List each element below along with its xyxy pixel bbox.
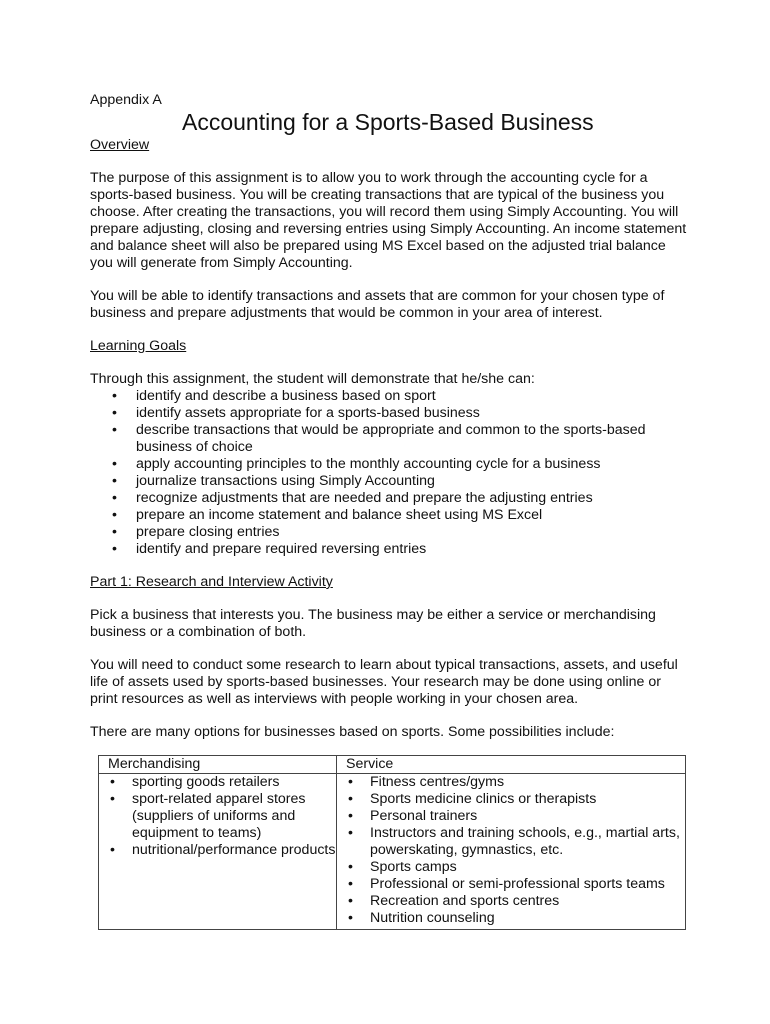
table-header-service: Service: [337, 756, 686, 774]
list-item: • recognize adjustments that are needed and prepare the adjusting entries: [135, 490, 690, 507]
list-item: • Recreation and sports centres: [370, 893, 685, 910]
list-item: • apply accounting principles to the monthly accounting cycle for a business: [135, 456, 690, 473]
learning-goals-intro: Through this assignment, the student will demonstrate that he/she can:: [90, 371, 535, 387]
list-item: • prepare an income statement and balance sheet using MS Excel: [135, 507, 690, 524]
service-list: [346, 774, 685, 927]
list-item: • Sports camps: [370, 859, 685, 876]
list-item: • prepare closing entries: [135, 524, 690, 541]
list-item: • identify and describe a business based on sport: [135, 388, 690, 405]
list-item: • Professional or semi-professional sports teams: [370, 876, 685, 893]
overview-paragraph-2: You will be able to identify transactions and assets that are common for your chosen type of business and prepare adjustments that would be common in your area of interest.: [90, 288, 665, 321]
service-cell: [337, 774, 686, 930]
list-item: • sport-related apparel stores (suppliers of uniforms and equipment to teams): [132, 791, 336, 842]
list-item: • describe transactions that would be appropriate and common to the sports-based business of choice: [135, 422, 690, 456]
document-page: [90, 92, 690, 930]
list-item: • Sports medicine clinics or therapists: [370, 791, 685, 808]
list-item: • sporting goods retailers: [132, 774, 336, 791]
list-item: • Instructors and training schools, e.g., martial arts, powerskating, gymnastics, etc.: [370, 825, 685, 859]
learning-goals-list: [90, 388, 690, 558]
list-item: • identify assets appropriate for a sports-based business: [135, 405, 690, 422]
overview-heading: Overview: [90, 137, 150, 153]
overview-paragraph-1: The purpose of this assignment is to allow you to work through the accounting cycle for a sports-based business. You will be creating transactions that are typical of the business you choose. After creating the transactions, you will record them using Simply Accounting. You will prepare adjusting, closing and reversing entries using Simply Accounting. An income statement and balance sheet will also be prepared using MS Excel based on the adjusted trial balance you will generate from Simply Accounting.: [90, 170, 687, 271]
part1-heading: Part 1: Research and Interview Activity: [90, 574, 333, 590]
learning-goals-heading: Learning Goals: [90, 338, 187, 354]
part1-paragraph-1: Pick a business that interests you. The business may be either a service or merchandising business or a combination of both.: [90, 607, 656, 640]
merchandising-cell: [99, 774, 337, 930]
table-header-merchandising: Merchandising: [99, 756, 337, 774]
merchandising-list: [108, 774, 336, 859]
list-item: • Personal trainers: [370, 808, 685, 825]
part1-paragraph-3: There are many options for businesses based on sports. Some possibilities include:: [90, 724, 615, 740]
list-item: • nutritional/performance products: [132, 842, 336, 859]
appendix-label: Appendix A: [90, 92, 162, 108]
list-item: • identify and prepare required reversing entries: [135, 541, 690, 558]
business-options-table: [98, 755, 686, 930]
document-title: Accounting for a Sports-Based Business: [182, 109, 594, 135]
list-item: • journalize transactions using Simply Accounting: [135, 473, 690, 490]
list-item: • Fitness centres/gyms: [370, 774, 685, 791]
list-item: • Nutrition counseling: [370, 910, 685, 927]
part1-paragraph-2: You will need to conduct some research to learn about typical transactions, assets, and useful life of assets used by sports-based businesses. Your research may be done using online or print resources as well as interviews with people working in your chosen area.: [90, 657, 678, 707]
